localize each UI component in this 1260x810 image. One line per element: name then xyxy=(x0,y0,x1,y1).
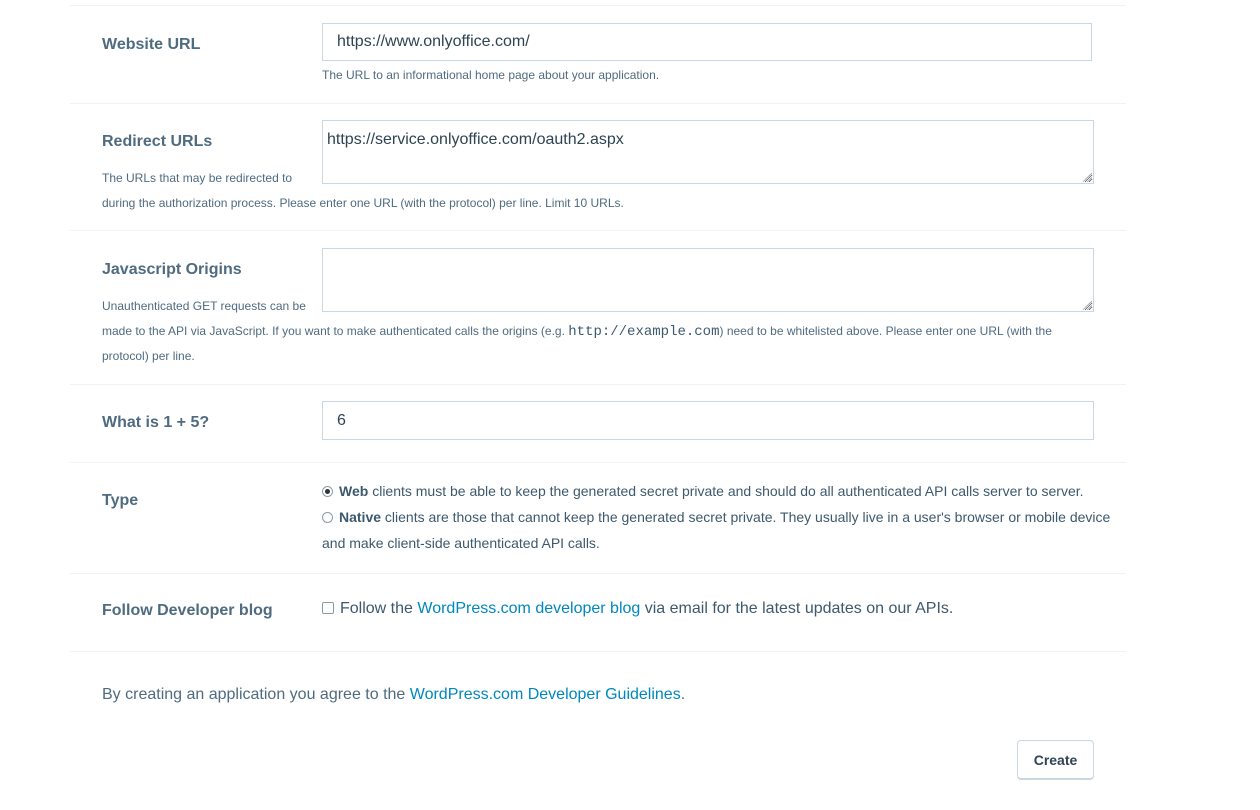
redirect-urls-row xyxy=(70,103,1126,231)
js-origins-help-line3: protocol) per line. xyxy=(102,349,195,363)
js-origins-help-text-b: ) need to be whitelisted above. Please enter one URL (with the xyxy=(719,324,1052,338)
follow-blog-option[interactable] xyxy=(322,600,953,618)
web-radio[interactable] xyxy=(322,486,333,497)
agreement-text-before: By creating an application you agree to the xyxy=(102,686,410,703)
native-option-desc-line2: and make client-side authenticated API calls. xyxy=(322,535,600,551)
native-radio[interactable] xyxy=(322,512,333,523)
js-origins-help-text-a: made to the API via JavaScript. If you want to make authenticated calls the origins (e.g. xyxy=(102,324,569,338)
redirect-urls-help-line1: The URLs that may be redirected to xyxy=(102,171,293,185)
js-origins-help-line2 xyxy=(102,319,1052,345)
native-option-desc: clients are those that cannot keep the generated secret private. They usually live in a user's browser or mobile device xyxy=(381,509,1111,525)
website-url-label: Website URL xyxy=(102,36,201,53)
captcha-label: What is 1 + 5? xyxy=(102,414,210,431)
redirect-urls-help-line2: during the authorization process. Please enter one URL (with the protocol) per line. Limit 10 URLs. xyxy=(102,196,624,210)
type-option-native[interactable] xyxy=(322,509,1110,525)
website-url-input[interactable] xyxy=(322,23,1092,61)
type-row xyxy=(70,463,1126,574)
website-url-help: The URL to an informational home page about your application. xyxy=(322,68,660,82)
developer-guidelines-link[interactable]: WordPress.com Developer Guidelines xyxy=(409,686,681,703)
redirect-urls-label: Redirect URLs xyxy=(102,133,213,150)
captcha-row xyxy=(70,385,1126,463)
follow-blog-row xyxy=(70,574,1126,652)
type-option-web[interactable] xyxy=(322,483,1084,499)
developer-blog-link[interactable]: WordPress.com developer blog xyxy=(417,600,641,617)
agreement-text-after: . xyxy=(680,686,686,703)
type-label: Type xyxy=(102,492,139,509)
js-origins-row xyxy=(70,231,1126,385)
agreement-text xyxy=(102,686,685,704)
example-origin-code: http://example.com xyxy=(568,324,720,340)
native-option-name: Native xyxy=(339,509,382,525)
js-origins-textarea[interactable] xyxy=(322,248,1094,312)
web-option-name: Web xyxy=(339,483,369,499)
follow-blog-checkbox[interactable] xyxy=(322,602,334,614)
follow-blog-text-before: Follow the xyxy=(340,600,418,617)
follow-blog-label: Follow Developer blog xyxy=(102,602,273,619)
js-origins-label: Javascript Origins xyxy=(102,261,242,278)
captcha-input[interactable] xyxy=(322,401,1094,440)
website-url-row xyxy=(70,5,1126,104)
redirect-urls-textarea[interactable] xyxy=(322,120,1094,184)
follow-blog-text-after: via email for the latest updates on our APIs. xyxy=(640,600,954,617)
create-button[interactable]: Create xyxy=(1017,740,1094,780)
web-option-desc: clients must be able to keep the generated secret private and should do all authenticated API calls server to server. xyxy=(368,483,1084,499)
js-origins-help-line1: Unauthenticated GET requests can be xyxy=(102,299,306,313)
application-form xyxy=(70,0,1126,810)
